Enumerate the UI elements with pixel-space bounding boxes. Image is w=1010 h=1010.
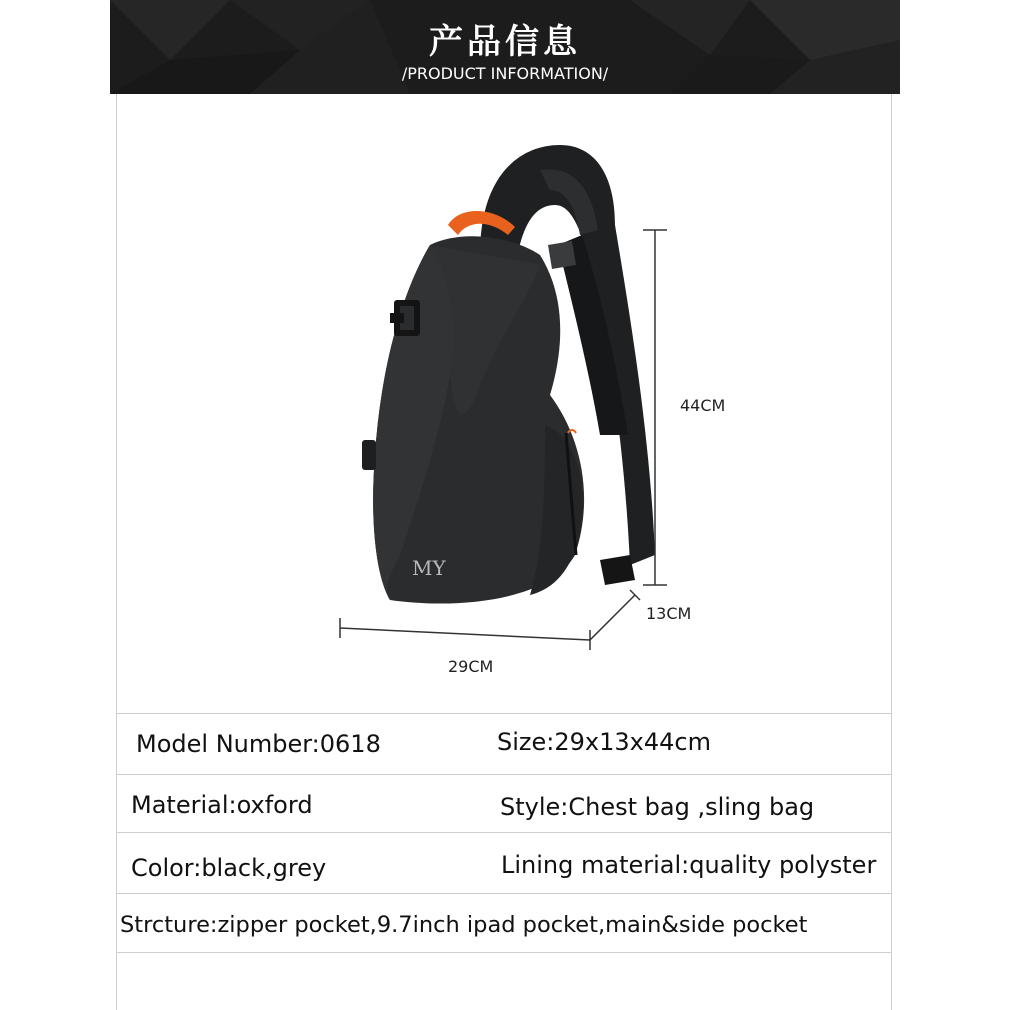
- spec-material: Material:oxford: [131, 791, 313, 819]
- spec-style: Style:Chest bag ,sling bag: [500, 793, 815, 821]
- banner-title-cn: 产品信息: [429, 22, 581, 62]
- spec-lining: Lining material:quality polyster: [501, 851, 877, 879]
- spec-divider: [116, 832, 892, 833]
- spec-model-number: Model Number:0618: [136, 730, 381, 758]
- banner-title-en: /PRODUCT INFORMATION/: [401, 64, 609, 83]
- spec-divider: [116, 893, 892, 894]
- spec-color: Color:black,grey: [131, 854, 327, 882]
- spec-divider: [116, 713, 892, 714]
- spec-divider: [116, 952, 892, 953]
- width-dimension-label: 29CM: [448, 657, 494, 676]
- height-dimension-label: 44CM: [680, 396, 726, 415]
- brand-logo: MY: [412, 556, 446, 580]
- depth-dimension-label: 13CM: [646, 604, 692, 623]
- spec-divider: [116, 774, 892, 775]
- spec-structure: Strcture:zipper pocket,9.7inch ipad pocket,main&side pocket: [120, 912, 808, 938]
- spec-size: Size:29x13x44cm: [497, 728, 711, 756]
